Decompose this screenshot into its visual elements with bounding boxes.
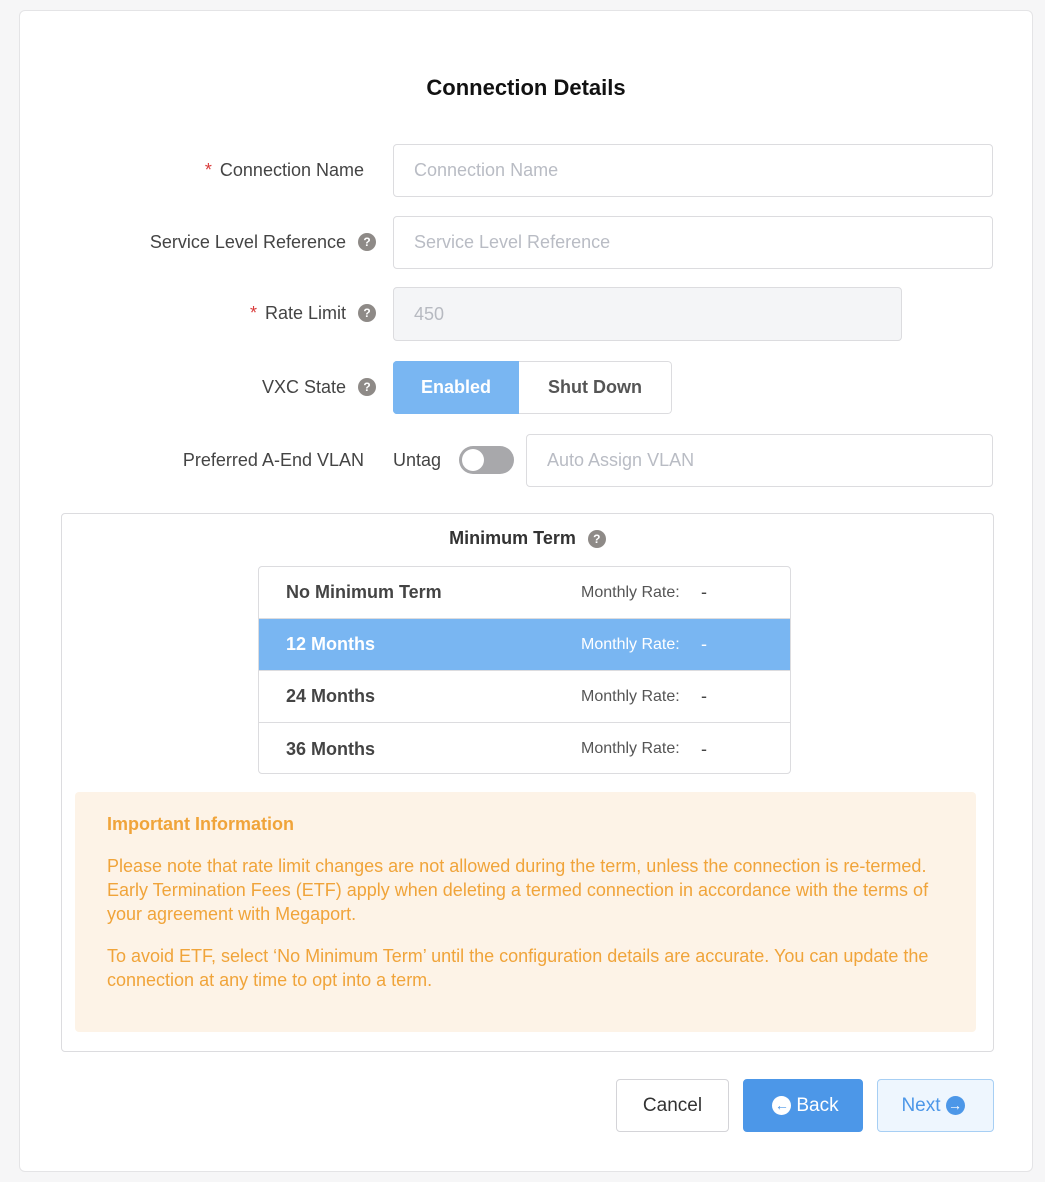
cancel-button[interactable]: Cancel (616, 1079, 729, 1132)
vxc-state-enabled-button[interactable]: Enabled (393, 361, 519, 414)
arrow-left-circle-icon: ← (772, 1096, 791, 1115)
arrow-right-circle-icon: → (946, 1096, 965, 1115)
term-option-no-minimum[interactable]: No Minimum Term Monthly Rate: - (259, 567, 790, 619)
info-paragraph: To avoid ETF, select ‘No Minimum Term’ until the configuration details are accurate. You can update the connection at any time to opt into a term. (107, 946, 929, 990)
term-option-36-months[interactable]: 36 Months Monthly Rate: - (286, 738, 707, 759)
help-icon[interactable]: ? (588, 530, 606, 548)
required-mark: * (249, 302, 257, 323)
help-icon[interactable]: ? (358, 378, 376, 396)
vxc-state-shutdown-button[interactable]: Shut Down (519, 361, 672, 414)
minimum-term-list (258, 566, 791, 774)
service-level-reference-input[interactable] (393, 216, 993, 269)
term-option-12-months[interactable]: 12 Months Monthly Rate: - (259, 619, 790, 671)
info-paragraph: Please note that rate limit changes are not allowed during the term, unless the connection is re-termed. Early Termination Fees (ETF) apply when deleting a termed connection in accordance with the terms of your agreement with Megaport. (107, 856, 929, 924)
a-end-vlan-label: Preferred A-End VLAN (182, 449, 364, 470)
important-information-title: Important Information (107, 814, 294, 834)
help-icon[interactable]: ? (358, 233, 376, 251)
vxc-state-toggle-group (393, 361, 672, 414)
page-title: Connection Details (426, 75, 626, 100)
connection-name-input[interactable] (393, 144, 993, 197)
next-button[interactable]: Next → (877, 1079, 994, 1132)
toggle-knob (462, 449, 484, 471)
untag-label: Untag (393, 449, 442, 470)
term-option-24-months[interactable]: 24 Months Monthly Rate: - (259, 671, 790, 723)
rate-limit-label: * Rate Limit ? (250, 287, 376, 339)
service-level-reference-label: Service Level Reference ? (150, 216, 376, 268)
vlan-input[interactable] (526, 434, 993, 487)
rate-limit-input (393, 287, 902, 341)
back-button[interactable]: ← Back (743, 1079, 863, 1132)
important-information-alert (75, 792, 976, 1032)
untag-toggle[interactable] (459, 446, 514, 474)
connection-name-label: * Connection Name (204, 159, 364, 180)
help-icon[interactable]: ? (358, 304, 376, 322)
connection-details-card (19, 10, 1033, 1172)
vxc-state-label: VXC State ? (262, 361, 376, 413)
required-mark: * (204, 159, 212, 180)
minimum-term-section (61, 513, 994, 1052)
minimum-term-title: Minimum Term ? (62, 528, 993, 549)
